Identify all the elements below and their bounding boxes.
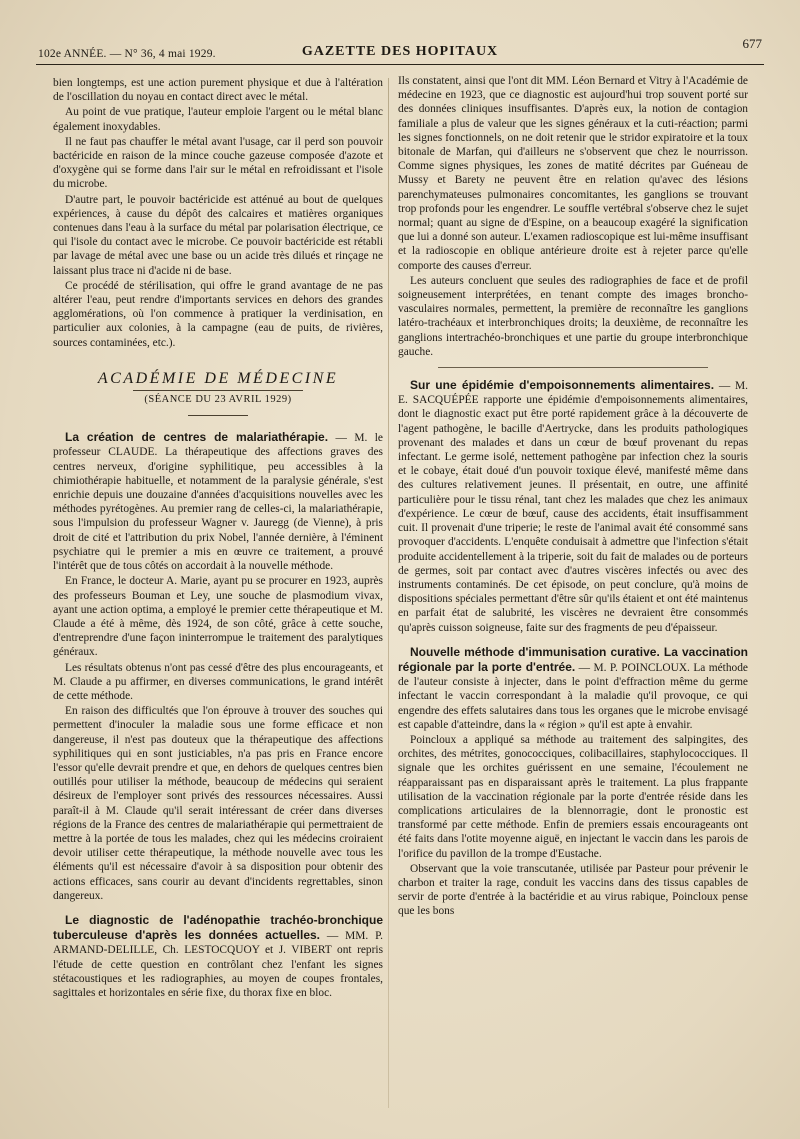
session-date: (SÉANCE DU 23 AVRIL 1929) bbox=[144, 394, 292, 406]
journal-title: GAZETTE DES HOPITAUX bbox=[301, 44, 499, 59]
article-paragraph bbox=[53, 430, 383, 573]
article-title: La création de centres de malariathérapie. bbox=[65, 430, 329, 445]
article-lead: — M. E. SACQUÉPÉE rapporte une épidémie d'empoisonnements alimentaires, dont le diagnostic exact put être porté rapidement grâce à la découverte de l'agent pathogène, le bacille d'Aertrycke, dans les produits pathologiques provenant des malades et dans un cœur de bœuf provenant du repas infectant. Le germe isolé, nettement pathogène par infection chez la souris et le cobaye, était doué d'un pouvoir toxique élevé, manifesté même dans des cultures relativement jeunes. Il présentait, en outre, une affinité particulière pour le tissu rénal, tant chez les malades que chez les animaux d'expérience. Le cœur de bœuf, cause des accidents, était insuffisamment cuit. Il provenait d'une triperie; le reste de l'animal avait été consommé sans provoquer d'accidents. L'enquête conduisait à admettre que l'infection s'était produite accidentellement à la triperie, soit du fait de malades ou de porteurs de germes, soit par contact avec d'autres viscères infectés ou avec des instruments contaminés. De cet épisode, on peut conclure, qu'à moins de dispositions spéciales permettant d'être sûr qu'ils étaient et ont été maintenus en parfait état de salubrité, les viscères ne devraient être consommés qu'après cuisson soigneuse, faite sur des fragments de peu d'épaisseur. bbox=[398, 380, 748, 634]
paragraph: Poincloux a appliqué sa méthode au traitement des salpingites, des orchites, des métrites, gonococciques, colibacillaires, staphylococciques. Il signale que les orchites guérissent en une semaine, l'écoulement ne réapparaissant pas en disparaissant après le traitement. La plus frappante utilisation de la vaccination régionale par la porte d'entrée réside dans les complications articulaires de la blennorragie, dont le pronostic est transformé par cette méthode. Enfin de premiers essais encourageants ont été faits dans l'otite moyenne aiguë, en injectant le vaccin dans les parois de l'orifice du pavillon de la trompe d'Eustache. bbox=[398, 733, 748, 860]
article-lead: — M. le professeur CLAUDE. La thérapeutique des affections graves des centres nerveux, d'origine syphilitique, peu accessibles à la chimiothérapie habituelle, et notamment de la paralysie générale, s'est enrichie depuis une douzaine d'années d'acquisitions nouvelles avec les méthodes pyrétogènes. Au premier rang de celles-ci, la malariathérapie, sous l'impulsion du professeur Wagner v. Jauregg (de Vienne), à pris droit de cité et l'attribution du prix Nobel, l'année dernière, à l'éminent psychiatre qui le premier a mis en œuvre ce traitement, a prouvé l'intérêt que de tous côtés on accordait à la nouvelle méthode. bbox=[53, 432, 383, 573]
section-title: ACADÉMIE DE MÉDECINE bbox=[97, 369, 339, 387]
paragraph: En raison des difficultés que l'on éprouve à trouver des souches qui permettent d'inoculer la maladie sous une forme efficace et non dangereuse, il n'est pas douteux que la thérapeutique des affections syphilitiques qui en sont justiciables, n'a pas pris en France encore l'essor qu'elle devrait prendre et que, en dehors de quelques centres bien outillés pour utiliser la méthode, beaucoup de médecins qui seraient désireux de l'employer sont privés des ressources nécessaires. Aussi paraît-il à M. Claude qu'il serait intéressant de créer dans diverses régions de la France des centres de malariathérapie qui permettraient de mettre à la portée de tous les malades, chez qui les médecins croiraient devoir utiliser cette thérapeutique, la méthode nouvelle avec tous les éléments qu'il est nécessaire d'avoir à sa disposition pour obtenir des actions efficaces, sans courir au devant d'incidents regrettables, sinon dangereux. bbox=[53, 705, 383, 902]
paragraph: bien longtemps, est une action purement physique et due à l'altération de l'oscillation du noyau en contact direct avec le métal. bbox=[53, 77, 383, 104]
article-lead: — MM. P. ARMAND-DELILLE, Ch. LESTOCQUOY et J. VIBERT ont repris l'étude de cette question en contrôlant chez l'enfant les signes stétacoustiques et les radiographies, au moyen de coupes frontales, sagittales et horizontales en série fixe, du thorax fixe en bloc. bbox=[53, 930, 383, 999]
left-column bbox=[53, 76, 383, 1001]
title-rule bbox=[133, 390, 303, 391]
divider bbox=[188, 415, 248, 416]
issue-info: 102e ANNÉE. — N° 36, 4 mai 1929. bbox=[38, 48, 216, 60]
paragraph: En France, le docteur A. Marie, ayant pu se procurer en 1923, auprès des professeurs Bouman et Ley, une souche de plasmodium vivax, ayant une action optima, a employé le premier cette thérapeutique et M. Claude a été à même, dès 1924, de son côté, grâce à cette souche, d'entreprendre d'une façon ininterrompue le traitement des paralytiques généraux. bbox=[53, 575, 383, 659]
article-title: Nouvelle méthode d'immunisation curative. La vaccination régionale par la porte d'entrée. bbox=[398, 644, 748, 674]
paragraph: D'autre part, le pouvoir bactéricide est atténué au bout de quelques expériences, à cause du dépôt des calcaires et matières organiques contenues dans l'eau à la surface du métal par polarisation électrique, ce qui l'isole du contact avec le microbe. Ce pouvoir bactéricide est rétabli par lavage de métal avec une base ou un acide très dilués et rinçage ne laissant plus trace ni d'acide ni de base. bbox=[53, 193, 383, 277]
article-title: Sur une épidémie d'empoisonnements alimentaires. bbox=[410, 378, 715, 393]
paragraph: Il ne faut pas chauffer le métal avant l'usage, car il perd son pouvoir bactéricide en raison de la mince couche gazeuse composée d'azote et d'oxygène qui se forme dans l'air sur le métal en refroidissant et l'isole du microbe. bbox=[53, 135, 383, 191]
divider bbox=[438, 367, 708, 368]
article-paragraph bbox=[53, 913, 383, 1000]
right-column bbox=[398, 74, 748, 920]
paragraph: Ce procédé de stérilisation, qui offre le grand avantage de ne pas altérer l'eau, peut rendre d'importants services en dehors des grandes agglomérations, où l'on commence à pratiquer la verdinisation, en particulier aux colonies, à la campagne (eau de puits, de rivières, sources contaminées, etc.). bbox=[53, 279, 383, 349]
paragraph: Observant que la voie transcutanée, utilisée par Pasteur pour prévenir le charbon et traiter la rage, conduit les vaccins dans des tissus capables de servir de porte d'entrée à la bactéridie et au virus rabique, Poincloux pense que les bons bbox=[398, 862, 748, 918]
paragraph: Les résultats obtenus n'ont pas cessé d'être des plus encourageants, et M. Claude a pu affirmer, en diverses communications, le grand intérêt de cette méthode. bbox=[53, 661, 383, 702]
article-lead: — M. P. POINCLOUX. La méthode de l'auteur consiste à injecter, dans le point d'effraction même du germe infectant le vaccin correspondant à la maladie qu'il provoque, ce qui engendre des effets salutaires dans tous les organes que le microbe envisagé est capable d'atteindre, dans la « région » qu'il est apte à envahir. bbox=[398, 661, 748, 731]
article-paragraph bbox=[398, 378, 748, 635]
page-number: 677 bbox=[742, 36, 762, 51]
paragraph: Les auteurs concluent que seules des radiographies de face et de profil soigneusement interprétées, en tenant compte des images broncho-vasculaires normales, permettent, la première de reconnaître les ganglions latéro-trachéaux et interbronchiques droits; la deuxième, de reconnaître les ganglions intertrachéo-bronchiques et une partie du groupe interbronchique gauche. bbox=[398, 274, 748, 358]
paragraph: Au point de vue pratique, l'auteur emploie l'argent ou le métal blanc également inoxydables. bbox=[53, 106, 383, 133]
page-header bbox=[36, 34, 764, 65]
article-paragraph bbox=[398, 645, 748, 732]
column-gutter bbox=[388, 78, 389, 1108]
article-title: Le diagnostic de l'adénopathie trachéo-bronchique tuberculeuse d'après les données actuelles. bbox=[53, 912, 383, 943]
paragraph: Ils constatent, ainsi que l'ont dit MM. Léon Bernard et Vitry à l'Académie de médecine en 1923, que ce diagnostic est aujourd'hui trop souvent porté sur des données cliniques insuffisantes. D'après eux, la notion de contagion familiale a plus de valeur que les signes généraux et la cuti-réaction; parmi les signes fonctionnels, on ne doit retenir que le stridor expiratoire et la toux bitonale de Marfan, qui d'ailleurs ne s'observent que chez le nourrisson. Comme signes physiques, les zones de matité décrites par Guéneau de Mussy et Barety ne peuvent être en relation qu'avec des lésions parenchymateuses pulmonaires concomitantes, les ganglions se trouvant trop profonds pour les engendrer. Le souffle vertébral s'observe chez le sujet normal; quant au signe de d'Espine, on a beaucoup exagéré la signification que lui a donné son auteur. L'examen radioscopique est lui-même insuffisant et la radioscopie en oblique antérieure droite est à rejeter parce qu'elle comporte des causes d'erreur. bbox=[398, 75, 748, 272]
